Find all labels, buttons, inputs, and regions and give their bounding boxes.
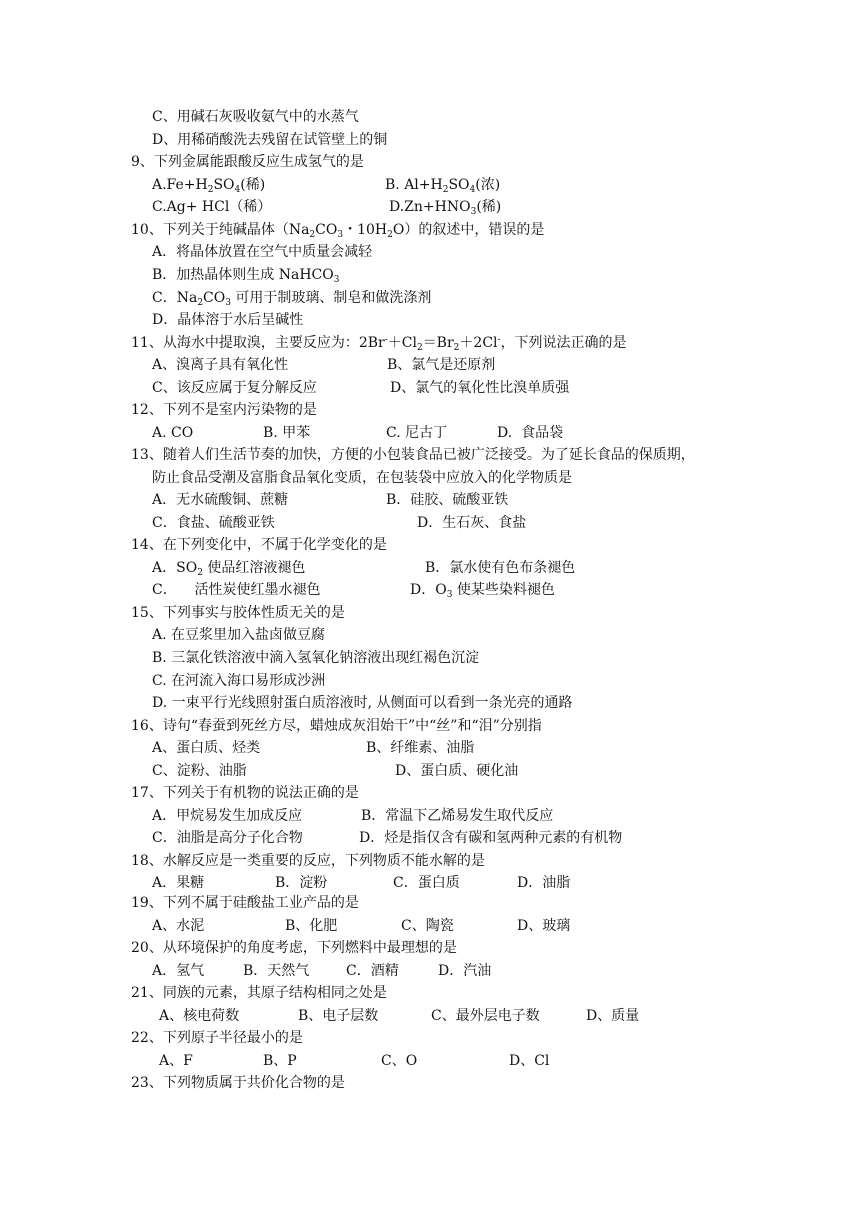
q14-option-c: C． 活性炭使红墨水褪色 [152, 582, 321, 598]
q11-option-c: C、该反应属于复分解反应 [152, 380, 317, 396]
q16-option-a: A、蛋白质、烃类 [152, 740, 261, 756]
q14-stem: 14、在下列变化中，不属于化学变化的是 [131, 537, 387, 553]
q16-stem: 16、诗句“春蚕到死丝方尽，蜡烛成灰泪始干”中“丝”和“泪”分别指 [131, 718, 542, 734]
q18-stem: 18、水解反应是一类重要的反应，下列物质不能水解的是 [131, 853, 485, 869]
q16-option-d: D、蛋白质、硬化油 [395, 763, 519, 779]
q17-stem: 17、下列关于有机物的说法正确的是 [131, 785, 359, 801]
q13-stem-line2: 防止食品受潮及富脂食品氧化变质，在包装袋中应放入的化学物质是 [152, 470, 572, 486]
q20-option-d: D．汽油 [438, 963, 492, 979]
q13-option-d: D．生石灰、食盐 [417, 515, 527, 531]
q15-stem: 15、下列事实与胶体性质无关的是 [131, 605, 345, 621]
q20-option-b: B．天然气 [243, 963, 310, 979]
q10-option-a: A．将晶体放置在空气中质量会减轻 [152, 244, 373, 260]
q22-option-d: D、Cl [509, 1053, 550, 1069]
q11-stem: 11、从海水中提取溴，主要反应为：$2Br^-+Cl_2=Br_2+2Cl^-$，下列说法正确的是 [131, 335, 627, 353]
q8-option-d: D、用稀硝酸洗去残留在试管壁上的铜 [152, 132, 388, 148]
q22-option-b: B、P [263, 1053, 297, 1069]
q9-option-a: $A.Fe+H_2SO_4$(稀) [152, 177, 266, 195]
q23-stem: 23、下列物质属于共价化合物的是 [131, 1075, 345, 1091]
q16-option-b: B、纤维素、油脂 [366, 740, 475, 756]
q20-option-c: C．酒精 [346, 963, 399, 979]
q15-option-c: C. 在河流入海口易形成沙洲 [152, 673, 326, 689]
q22-option-a: A、F [159, 1053, 193, 1069]
q21-option-d: D、质量 [586, 1008, 640, 1024]
q10-option-b: B．加热晶体则生成 NaHCO$_3$ [152, 267, 340, 285]
q22-stem: 22、下列原子半径最小的是 [131, 1030, 303, 1046]
q19-option-b: B、化肥 [285, 918, 338, 934]
q13-option-a: A．无水硫酸铜、蔗糖 [152, 492, 289, 508]
q10-option-c: C．$Na_2CO_3$ 可用于制玻璃、制皂和做洗涤剂 [152, 290, 432, 308]
q12-option-a: A. CO [152, 425, 194, 441]
q17-option-a: A．甲烷易发生加成反应 [152, 808, 303, 824]
q12-option-c: C. 尼古丁 [386, 425, 448, 441]
q17-option-d: D．烃是指仅含有碳和氢两种元素的有机物 [359, 830, 623, 846]
q14-option-d: D．$O_3$ 使某些染料褪色 [410, 582, 555, 600]
q17-option-b: B．常温下乙烯易发生取代反应 [361, 808, 554, 824]
q12-option-d: D. 食品袋 [497, 425, 564, 441]
q9-option-d: $D.Zn+HNO_3$(稀) [389, 199, 502, 217]
q19-option-d: D、玻璃 [517, 918, 571, 934]
q13-option-c: C．食盐、硫酸亚铁 [152, 515, 275, 531]
q22-options [159, 1052, 719, 1160]
q9-option-b: B. $Al+H_2SO_4$(浓) [385, 177, 501, 195]
q22-option-c: C、O [381, 1053, 418, 1069]
q13-stem-line1: 13、随着人们生活节奏的加快，方便的小包装食品已被广泛接受。为了延长食品的保质期， [131, 447, 695, 463]
q11-option-b: B、氯气是还原剂 [387, 357, 496, 373]
q10-option-d: D．晶体溶于水后呈碱性 [152, 312, 304, 328]
q18-option-a: A．果糖 [152, 875, 205, 891]
q9-stem: 9、下列金属能跟酸反应生成氢气的是 [131, 154, 364, 170]
q15-option-b: B. 三氯化铁溶液中滴入氢氧化钠溶液出现红褐色沉淀 [152, 650, 480, 666]
q20-stem: 20、从环境保护的角度考虑，下列燃料中最理想的是 [131, 940, 457, 956]
q12-stem: 12、下列不是室内污染物的是 [131, 402, 317, 418]
q8-option-c: C、用碱石灰吸收氨气中的水蒸气 [152, 109, 359, 125]
q11-option-d: D、氯气的氧化性比溴单质强 [390, 380, 570, 396]
q15-option-a: A. 在豆浆里加入盐卤做豆腐 [152, 627, 326, 643]
q9-option-c: C.Ag+ HCl（稀） [152, 199, 272, 215]
q21-option-b: B、电子层数 [298, 1008, 379, 1024]
q17-option-c: C．油脂是高分子化合物 [152, 830, 303, 846]
q18-option-b: B．淀粉 [275, 875, 328, 891]
q19-option-a: A、水泥 [152, 918, 205, 934]
q19-option-c: C、陶瓷 [401, 918, 454, 934]
q15-option-d: D. 一束平行光线照射蛋白质溶液时, 从侧面可以看到一条光亮的通路 [152, 695, 573, 711]
q12-option-b: B. 甲苯 [263, 425, 311, 441]
q16-option-c: C、淀粉、油脂 [152, 763, 247, 779]
q20-option-a: A．氢气 [152, 963, 205, 979]
q21-option-a: A、核电荷数 [159, 1008, 240, 1024]
q18-option-d: D．油脂 [517, 875, 571, 891]
q21-option-c: C、最外层电子数 [431, 1008, 540, 1024]
q21-stem: 21、同族的元素，其原子结构相同之处是 [131, 985, 387, 1001]
q18-option-c: C．蛋白质 [393, 875, 460, 891]
q10-stem: 10、下列关于纯碱晶体（$Na_2CO_3$・$10H_2O$）的叙述中，错误的是 [131, 222, 545, 240]
q11-option-a: A、溴离子具有氧化性 [152, 357, 289, 373]
q14-option-a: A．$SO_2$ 使品红溶液褪色 [152, 560, 306, 578]
q19-stem: 19、下列不属于硅酸盐工业产品的是 [131, 895, 359, 911]
q14-option-b: B．氯水使有色布条褪色 [425, 560, 576, 576]
q13-option-b: B．硅胶、硫酸亚铁 [386, 492, 509, 508]
